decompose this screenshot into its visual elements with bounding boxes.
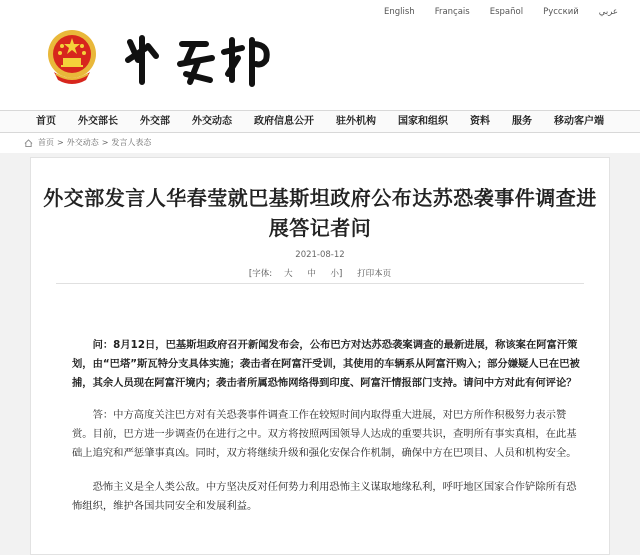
font-size-large[interactable]: 大 <box>284 269 293 279</box>
font-size-label: [字体: <box>248 269 273 279</box>
lang-russian[interactable]: Русский <box>543 7 579 17</box>
nav-services[interactable]: 服务 <box>512 116 532 127</box>
breadcrumb-news[interactable]: 外交动态 <box>66 138 99 147</box>
nav-countries[interactable]: 国家和组织 <box>398 116 448 127</box>
language-bar <box>364 7 618 17</box>
article-title: 外交部发言人华春莹就巴基斯坦政府公布达苏恐袭事件调查进展答记者问 <box>43 186 597 240</box>
national-emblem-icon[interactable] <box>46 28 98 86</box>
article-tools <box>0 267 640 279</box>
breadcrumb-separator: > <box>101 138 109 147</box>
lang-spanish[interactable]: Español <box>489 7 524 17</box>
breadcrumb <box>24 137 151 148</box>
breadcrumb-current[interactable]: 发言人表态 <box>111 138 152 147</box>
home-icon <box>24 139 33 147</box>
article-question: 问：8月12日，巴基斯坦政府召开新闻发布会，公布巴方对达苏恐袭案调查的最新进展，称该案在阿富汗策划，由“巴塔”斯瓦特分支具体实施；袭击者在阿富汗受训，其使用的车辆系从阿富汗购入；部分嫌疑人已在巴被捕，其余人员现在阿富汗境内；袭击者所属恐怖网络得到印度、阿富汗情报部门支持。请问中方对此有何评论？ <box>72 339 580 389</box>
breadcrumb-home[interactable]: 首页 <box>38 138 54 147</box>
main-nav <box>0 110 640 133</box>
divider <box>56 283 584 284</box>
article-date: 2021-08-12 <box>295 250 345 260</box>
nav-news[interactable]: 外交动态 <box>192 116 232 127</box>
lang-english[interactable]: English <box>383 7 415 17</box>
nav-home[interactable]: 首页 <box>36 116 56 127</box>
lang-arabic[interactable]: عربي <box>598 7 618 17</box>
font-size-medium[interactable]: 中 <box>307 269 316 279</box>
breadcrumb-separator: > <box>57 138 64 147</box>
nav-minister[interactable]: 外交部长 <box>78 116 118 127</box>
nav-ministry[interactable]: 外交部 <box>140 116 170 127</box>
font-size-small[interactable]: 小] <box>330 269 343 279</box>
nav-missions[interactable]: 驻外机构 <box>336 116 376 127</box>
print-button[interactable]: 打印本页 <box>357 269 392 279</box>
nav-resources[interactable]: 资料 <box>470 116 490 127</box>
nav-mobile[interactable]: 移动客户端 <box>554 116 604 127</box>
nav-gov-info[interactable]: 政府信息公开 <box>254 116 314 127</box>
lang-french[interactable]: Français <box>434 7 470 17</box>
site-logo-calligraphy[interactable] <box>120 30 280 90</box>
article-paragraph: 恐怖主义是全人类公敌。中方坚决反对任何势力利用恐怖主义谋取地缘私利，呼吁地区国家合作铲除所有恐怖组织，维护各国共同安全和发展利益。 <box>72 481 577 512</box>
article-answer: 答：中方高度关注巴方对有关恐袭事件调查工作在较短时间内取得重大进展，对巴方所作积极努力表示赞赏。目前，巴方进一步调查仍在进行之中。双方将按照两国领导人达成的重要共识，查明所有事实真相，在此基础上追究和严惩肇事真凶。同时，双方将继续升级和强化安保合作机制，确保中方在巴项目、人员和机构安全。 <box>72 409 577 459</box>
